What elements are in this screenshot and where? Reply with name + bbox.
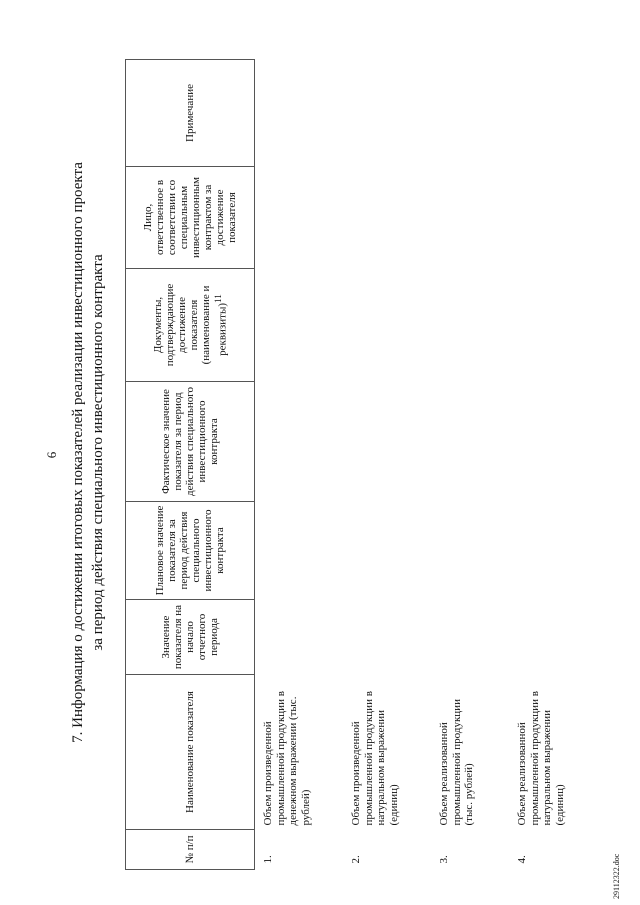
- row-indicator-name: Объем произведенной промышленной продукции в денежном выражении (тыс. рублей): [262, 691, 312, 826]
- row-number: 3.: [438, 855, 450, 864]
- row-number: 4.: [516, 855, 528, 864]
- table-row: [516, 60, 596, 870]
- header-number: № п/п: [126, 830, 255, 870]
- header-indicator-name: Наименование показателя: [126, 675, 255, 830]
- row-indicator-name: Объем реализованной промышленной продукции в натуральном выражении (единиц): [516, 691, 566, 826]
- section-title-line-2: за период действия специального инвестиционного контракта: [90, 254, 106, 651]
- header-responsible-person: Лицо, ответственное в соответствии со специальным инвестиционным контрактом за достижение показателя: [126, 167, 255, 269]
- section-title-line-1: 7. Информация о достижении итоговых показателей реализации инвестиционного проекта: [70, 162, 86, 743]
- footnote-marker: 11: [212, 294, 223, 303]
- row-indicator-name: Объем произведенной промышленной продукции в натуральном выражении (единиц): [350, 691, 400, 826]
- row-number: 1.: [262, 855, 274, 864]
- header-actual-value: Фактическое значение показателя за период действия специального инвестиционного контракта: [126, 382, 255, 502]
- header-note: Примечание: [126, 60, 255, 167]
- row-number: 2.: [350, 855, 362, 864]
- table-header-row: [126, 60, 255, 870]
- header-planned-value: Плановое значение показателя за период действия специального инвестиционного контракта: [126, 502, 255, 600]
- table-row: [438, 60, 516, 870]
- table-row: [350, 60, 438, 870]
- page-number: 6: [44, 451, 59, 459]
- table-row: [255, 60, 351, 870]
- indicators-table: [125, 59, 596, 870]
- header-start-value: Значение показателя на начало отчетного периода: [126, 600, 255, 675]
- header-supporting-documents-text: Документы, подтверждающие достижение показателя (наименование и реквизиты): [151, 283, 229, 367]
- row-indicator-name: Объем реализованной промышленной продукции (тыс. рублей): [438, 699, 475, 826]
- document-filename: 29112322.doc: [612, 853, 621, 899]
- header-supporting-documents: [126, 269, 255, 382]
